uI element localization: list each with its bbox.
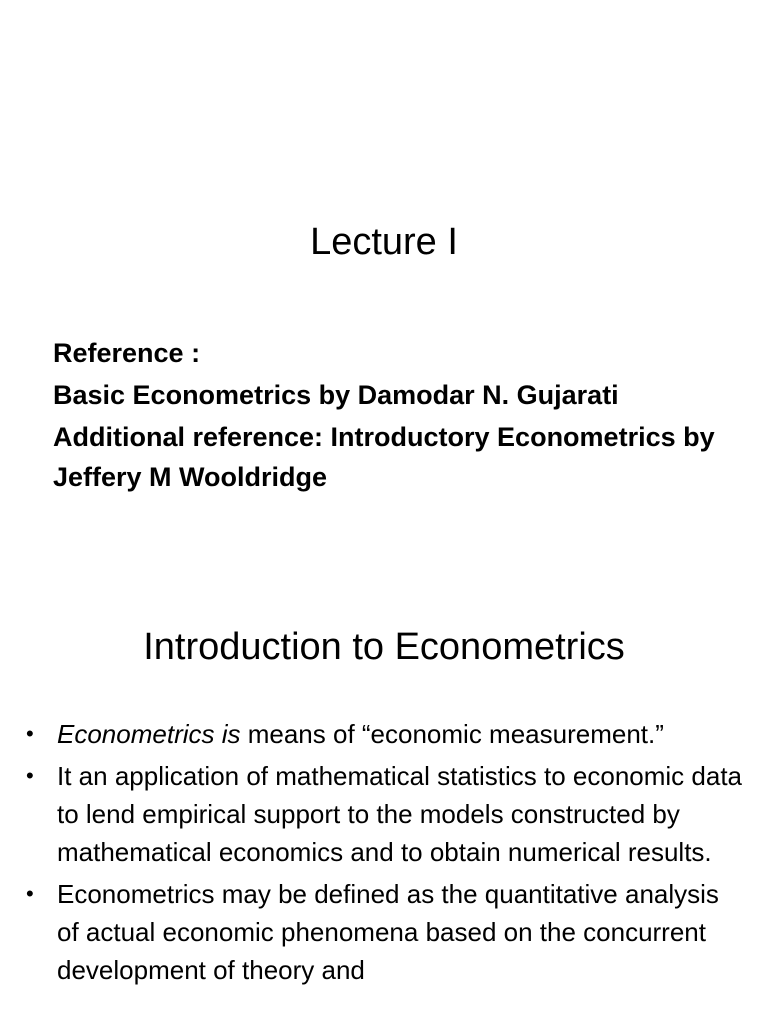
bullet-text: means of “economic measurement.”	[240, 719, 664, 749]
primary-reference: Basic Econometrics by Damodar N. Gujarati	[53, 380, 619, 410]
bullet-item	[26, 875, 746, 989]
bullet-icon: •	[26, 763, 34, 788]
references-block	[53, 332, 753, 497]
bullet-item	[26, 715, 746, 753]
bullet-text: Econometrics may be defined as the quantitative analysis of actual economic phenomena based on the concurrent development of theory and	[57, 879, 719, 985]
bullet-list	[26, 715, 746, 993]
bullet-italic-term: Econometrics is	[57, 719, 241, 749]
slide-introduction	[0, 576, 768, 1024]
slide-title: Introduction to Econometrics	[143, 626, 625, 668]
bullet-icon: •	[26, 721, 34, 746]
bullet-item	[26, 757, 746, 871]
slide-title: Lecture I	[310, 221, 458, 263]
bullet-text: It an application of mathematical statistics to economic data to lend empirical support to the models constructed by mathematical economics and to obtain numerical results.	[57, 761, 743, 867]
reference-heading: Reference :	[53, 338, 201, 368]
bullet-icon: •	[26, 881, 34, 906]
additional-reference: Additional reference: Introductory Econometrics by Jeffery M Wooldridge	[53, 422, 715, 492]
